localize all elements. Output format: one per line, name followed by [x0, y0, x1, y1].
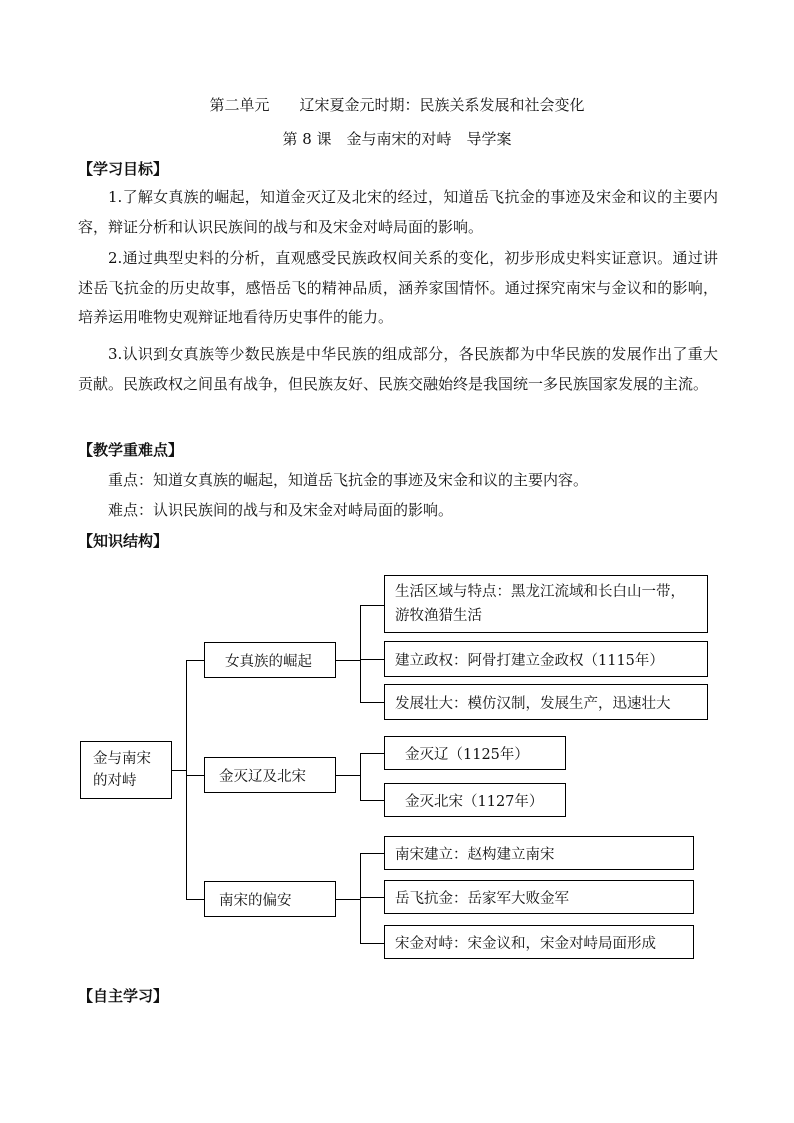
key-points-heading: 【教学重难点】 — [78, 441, 184, 459]
sub-trunk-3 — [360, 853, 361, 943]
leaf-connector-2-1 — [360, 753, 384, 754]
objective-item-3: 3.认识到女真族等少数民族是中华民族的组成部分，各民族都为中华民族的发展作出了重大贡献。民族政权之间虽有战争，但民族友好、民族交融始终是我国统一多民族国家发展的主流。 — [78, 345, 718, 393]
branch-connector-2 — [186, 775, 204, 776]
leaf-connector-3-1 — [360, 853, 384, 854]
objective-item-1: 1.了解女真族的崛起，知道金灭辽及北宋的经过，知道岳飞抗金的事迹及宋金和议的主要内容，辩证分析和认识民族间的战与和及宋金对峙局面的影响。 — [78, 188, 718, 236]
leaf-box-1-2: 建立政权：阿骨打建立金政权（1115年） — [384, 641, 708, 677]
trunk-line — [186, 660, 187, 899]
structure-heading: 【知识结构】 — [78, 532, 169, 550]
sub-connector-2 — [336, 775, 360, 776]
objectives-heading: 【学习目标】 — [78, 160, 169, 178]
branch-box-3: 南宋的偏安 — [204, 881, 336, 917]
objective-item-2: 2.通过典型史料的分析，直观感受民族政权间关系的变化，初步形成史料实证意识。通过讲述岳飞抗金的历史故事，感悟岳飞的精神品质，涵养家国情怀。通过探究南宋与金议和的影响，培养运用唯物史观辩证地看待历史事件的能力。 — [78, 249, 718, 326]
root-box: 金与南宋的对峙 — [80, 741, 172, 799]
leaf-box-1-1: 生活区域与特点：黑龙江流域和长白山一带，游牧渔猎生活 — [384, 575, 708, 633]
leaf-box-3-2: 岳飞抗金：岳家军大败金军 — [384, 880, 694, 914]
branch-connector-3 — [186, 899, 204, 900]
key-point-difficulty: 难点：认识民族间的战与和及宋金对峙局面的影响。 — [108, 501, 454, 519]
root-connector — [172, 770, 186, 771]
leaf-box-2-2: 金灭北宋（1127年） — [384, 783, 566, 817]
sub-trunk-1 — [360, 605, 361, 702]
leaf-connector-1-3 — [360, 702, 384, 703]
key-point-focus: 重点：知道女真族的崛起，知道岳飞抗金的事迹及宋金和议的主要内容。 — [108, 471, 589, 489]
leaf-box-1-3: 发展壮大：模仿汉制，发展生产，迅速壮大 — [384, 684, 708, 720]
branch-box-2: 金灭辽及北宋 — [204, 757, 336, 793]
leaf-box-3-1: 南宋建立：赵构建立南宋 — [384, 836, 694, 870]
sub-connector-1 — [336, 660, 360, 661]
branch-connector-1 — [186, 660, 204, 661]
sub-connector-3 — [336, 899, 360, 900]
leaf-box-2-1: 金灭辽（1125年） — [384, 736, 566, 770]
leaf-connector-3-3 — [360, 943, 384, 944]
leaf-connector-2-2 — [360, 800, 384, 801]
leaf-connector-1-2 — [360, 659, 384, 660]
branch-box-1: 女真族的崛起 — [204, 642, 336, 678]
sub-trunk-2 — [360, 753, 361, 800]
leaf-connector-3-2 — [360, 897, 384, 898]
leaf-connector-1-1 — [360, 605, 384, 606]
unit-title: 第二单元 辽宋夏金元时期：民族关系发展和社会变化 — [209, 96, 585, 114]
lesson-title: 第 8 课 金与南宋的对峙 导学案 — [282, 130, 512, 148]
self-study-heading: 【自主学习】 — [78, 987, 169, 1005]
leaf-box-3-3: 宋金对峙：宋金议和，宋金对峙局面形成 — [384, 925, 694, 959]
